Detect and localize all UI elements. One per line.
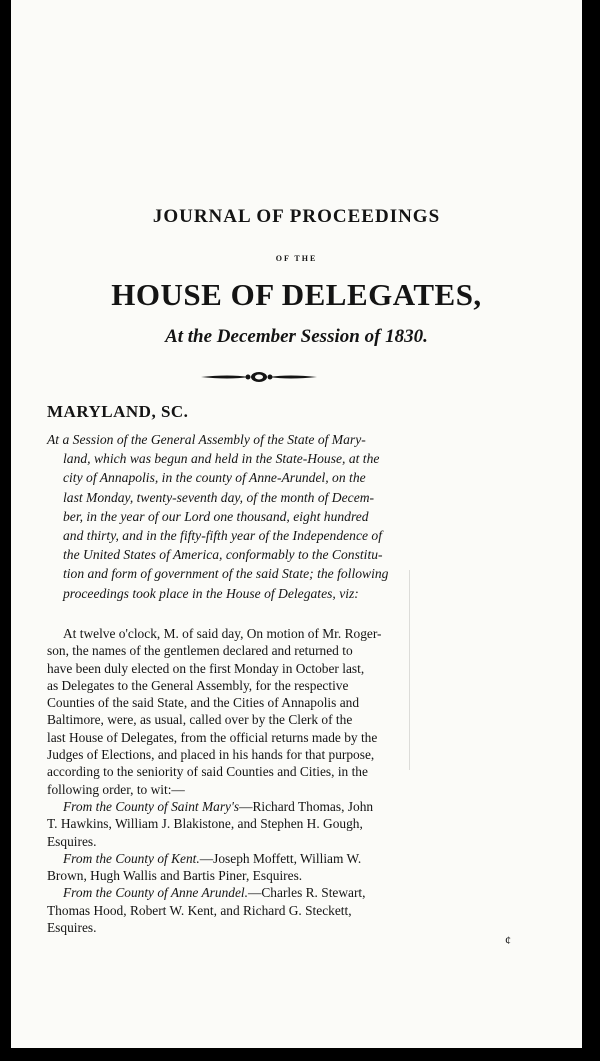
state-heading: MARYLAND, SC.	[47, 402, 189, 421]
delegate-names: —Richard Thomas, John	[239, 798, 374, 814]
county-name: From the County of Anne Arundel.	[63, 885, 248, 901]
county-name: From the County of Kent.	[63, 850, 200, 866]
preamble-line: city of Annapolis, in the county of Anne-Arundel, on the	[63, 470, 366, 486]
preamble-line: tion and form of government of the said State; the following	[63, 566, 389, 582]
county-entry-kent	[47, 850, 469, 867]
delegate-names: —Charles R. Stewart,	[247, 885, 366, 901]
ornament-divider-icon	[199, 370, 319, 384]
preamble-paragraph	[47, 430, 467, 603]
of-the-line: OF THE	[275, 254, 318, 263]
body-line: Judges of Elections, and placed in his hands for that purpose,	[47, 747, 375, 763]
delegate-line: Esquires.	[47, 920, 97, 936]
delegate-names: —Joseph Moffett, William W.	[199, 850, 362, 866]
preamble-line: ber, in the year of our Lord one thousand, eight hundred	[63, 508, 369, 524]
delegate-line: T. Hawkins, William J. Blakistone, and Stephen H. Gough,	[47, 816, 363, 832]
body-line: following order, to wit:—	[47, 781, 185, 797]
house-title: HOUSE OF DELEGATES,	[111, 277, 482, 312]
preamble-line: and thirty, and in the fifty-fifth year of the Independence of	[63, 528, 383, 544]
margin-mark: ¢	[505, 933, 511, 947]
body-line: Baltimore, were, as usual, called over by the Clerk of the	[47, 712, 353, 728]
proceedings-paragraph	[47, 625, 469, 936]
body-line: Counties of the said State, and the Cities of Annapolis and	[47, 695, 360, 711]
county-name: From the County of Saint Mary's	[63, 798, 240, 814]
county-entry-saint-marys	[47, 798, 469, 815]
journal-title: JOURNAL OF PROCEEDINGS	[152, 206, 441, 227]
document-page	[11, 0, 582, 1048]
delegate-line: Brown, Hugh Wallis and Bartis Piner, Esquires.	[47, 868, 303, 884]
body-line: last House of Delegates, from the official returns made by the	[47, 729, 378, 745]
session-subtitle: At the December Session of 1830.	[165, 326, 428, 347]
preamble-line: At a Session of the General Assembly of the State of Mary-	[47, 432, 366, 447]
preamble-line: land, which was begun and held in the State-House, at the	[63, 451, 380, 467]
body-line: At twelve o'clock, M. of said day, On motion of Mr. Roger-	[63, 626, 382, 641]
delegate-line: Thomas Hood, Robert W. Kent, and Richard G. Steckett,	[47, 902, 352, 918]
delegate-line: Esquires.	[47, 833, 97, 849]
preamble-line: the United States of America, conformably to the Constitu-	[63, 547, 383, 563]
county-entry-anne-arundel	[47, 884, 469, 901]
body-line: have been duly elected on the first Monday in October last,	[47, 660, 365, 676]
body-line: son, the names of the gentlemen declared and returned to	[47, 643, 353, 659]
body-line: according to the seniority of said Counties and Cities, in the	[47, 764, 368, 780]
body-line: as Delegates to the General Assembly, for the respective	[47, 677, 349, 693]
preamble-line: last Monday, twenty-seventh day, of the month of Decem-	[63, 489, 375, 505]
preamble-line: proceedings took place in the House of Delegates, viz:	[63, 585, 359, 601]
